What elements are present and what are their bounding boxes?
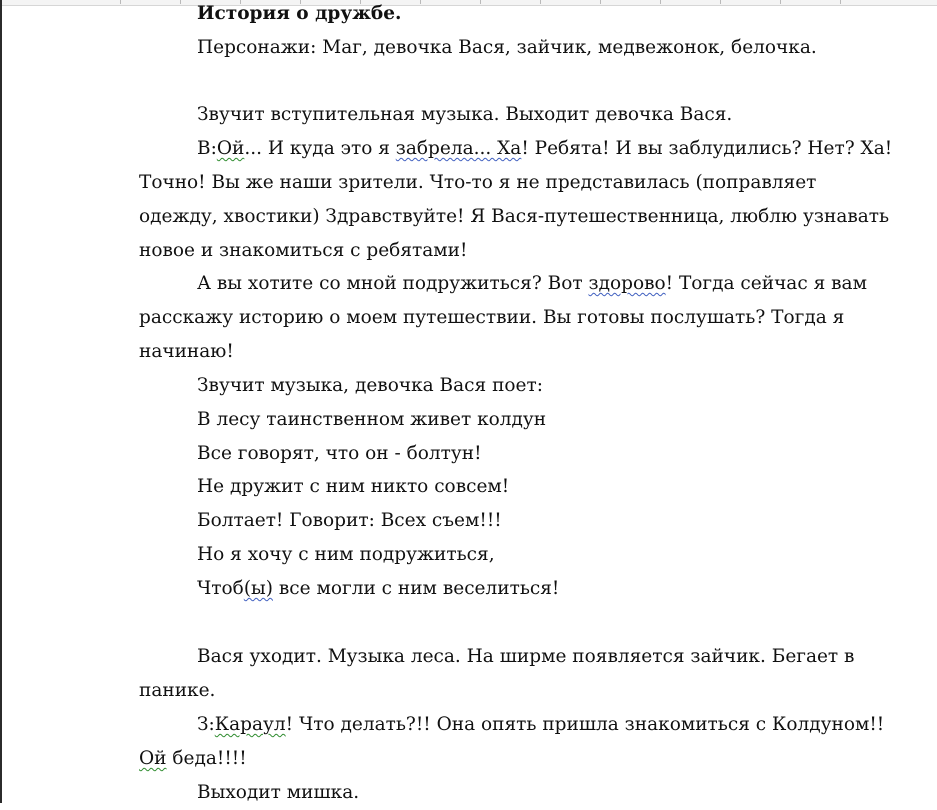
last-stage-direction: Выходит мишка. bbox=[197, 782, 360, 803]
document-title: История о дружбе. bbox=[197, 3, 402, 24]
song-line-4: Болтает! Говорит: Всех съем!!! bbox=[197, 510, 502, 531]
ruler-tick bbox=[480, 0, 481, 4]
ruler-tick bbox=[420, 0, 421, 4]
zaychik-line-2: Ой беда!!!! bbox=[139, 748, 247, 769]
vasya-line-6: расскажу историю о моем путешествии. Вы готовы послушать? Тогда я bbox=[139, 307, 845, 328]
vasya-line-4: новое и знакомиться с ребятами! bbox=[139, 240, 468, 261]
ruler-tick bbox=[540, 0, 541, 4]
song-line-2: Все говорят, что он - болтун! bbox=[197, 443, 482, 464]
ruler-tick bbox=[180, 0, 181, 4]
ruler-tick bbox=[780, 0, 781, 4]
intro-stage-direction: Звучит вступительная музыка. Выходит девочка Вася. bbox=[197, 104, 733, 125]
vasya-line-1: В:Ой... И куда это я забрела... Ха! Ребята! И вы заблудились? Нет? Ха! bbox=[197, 138, 893, 159]
song-line-6: Чтоб(ы) все могли с ним веселиться! bbox=[197, 578, 560, 599]
song-intro: Звучит музыка, девочка Вася поет: bbox=[197, 375, 543, 396]
song-line-5: Но я хочу с ним подружиться, bbox=[197, 544, 495, 565]
vasya-line-5: А вы хотите со мной подружиться? Вот здорово! Тогда сейчас я вам bbox=[197, 273, 867, 294]
ruler-tick bbox=[600, 0, 601, 4]
ruler-tick bbox=[120, 0, 121, 4]
characters-line: Персонажи: Маг, девочка Вася, зайчик, медвежонок, белочка. bbox=[197, 37, 817, 58]
zaychik-line-1: З:Караул! Что делать?!! Она опять пришла знакомиться с Колдуном!! bbox=[197, 714, 885, 735]
grammar-check-word[interactable]: здорово bbox=[588, 273, 666, 294]
vasya-line-3: одежду, хвостики) Здравствуйте! Я Вася-путешественница, люблю узнавать bbox=[139, 206, 890, 227]
ruler-tick bbox=[720, 0, 721, 4]
spellcheck-word[interactable]: Караул bbox=[214, 714, 286, 735]
scene2-line-2: панике. bbox=[139, 680, 216, 701]
spellcheck-word[interactable]: Ой bbox=[216, 138, 245, 159]
horizontal-ruler bbox=[0, 0, 937, 6]
song-line-1: В лесу таинственном живет колдун bbox=[197, 409, 547, 430]
vasya-line-7: начинаю! bbox=[139, 341, 234, 362]
grammar-check-word[interactable]: (ы) bbox=[243, 578, 273, 599]
spellcheck-word[interactable]: Ой bbox=[139, 748, 167, 769]
ruler-tick bbox=[840, 0, 841, 4]
song-line-3: Не дружит с ним никто совсем! bbox=[197, 476, 510, 497]
vasya-line-2: Точно! Вы же наши зрители. Что-то я не представилась (поправляет bbox=[139, 172, 817, 193]
grammar-check-phrase[interactable]: забрела... Ха bbox=[395, 138, 522, 159]
page-left-edge bbox=[0, 0, 2, 803]
ruler-tick bbox=[660, 0, 661, 4]
scene2-line-1: Вася уходит. Музыка леса. На ширме появляется зайчик. Бегает в bbox=[197, 646, 855, 667]
